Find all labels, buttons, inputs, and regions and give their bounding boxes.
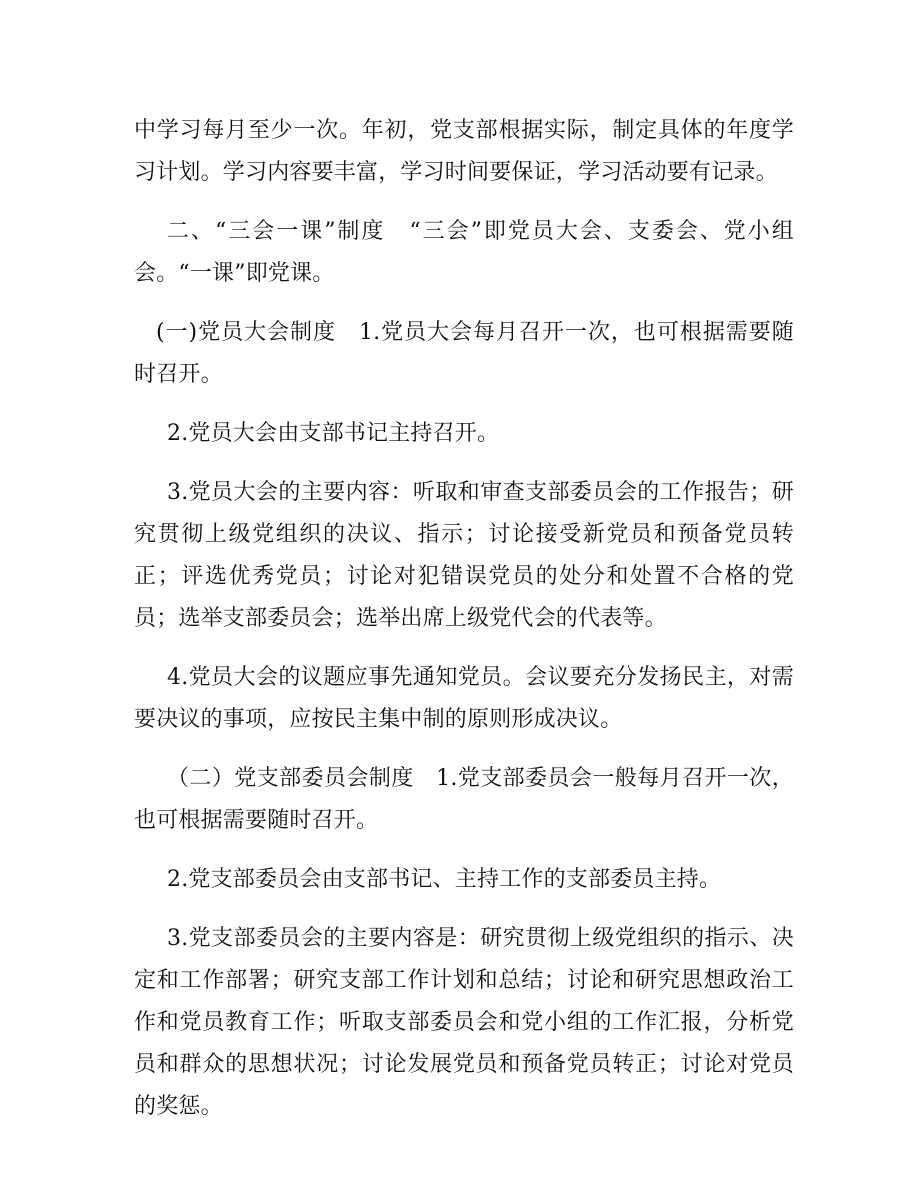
document-body [134, 110, 794, 1145]
paragraph-branch-committee-meeting: （二）党支部委员会制度 1.党支部委员会一般每月召开一次，也可根据需要随时召开。 [134, 766, 794, 833]
paragraph-section-two: 二、“三会一课”制度 “三会”即党员大会、支委会、党小组会。“一课”即党课。 [134, 219, 794, 286]
paragraph-committee-item-3: 3.党支部委员会的主要内容是：研究贯彻上级党组织的指示、决定和工作部署；研究支部工作计划和总结；讨论和研究思想政治工作和党员教育工作；听取支部委员会和党小组的工作汇报，分析党员和群众的思想状况；讨论发展党员和预备党员转正；讨论对党员的奖惩。 [134, 926, 794, 1119]
paragraph-party-member-meeting: (一)党员大会制度 1.党员大会每月召开一次，也可根据需要随时召开。 [134, 320, 794, 387]
paragraph-item-4: 4.党员大会的议题应事先通知党员。会议要充分发扬民主，对需要决议的事项，应按民主集中制的原则形成决议。 [134, 665, 794, 732]
paragraph-item-2: 2.党员大会由支部书记主持召开。 [167, 421, 500, 446]
paragraph-item-3: 3.党员大会的主要内容：听取和审查支部委员会的工作报告；研究贯彻上级党组织的决议、指示；讨论接受新党员和预备党员转正；评选优秀党员；讨论对犯错误党员的处分和处置不合格的党员；选举支部委员会；选举出席上级党代会的代表等。 [134, 480, 794, 631]
paragraph-committee-item-2: 2.党支部委员会由支部书记、主持工作的支部委员主持。 [167, 867, 722, 892]
paragraph-continuation: 中学习每月至少一次。年初，党支部根据实际，制定具体的年度学习计划。学习内容要丰富，学习时间要保证，学习活动要有记录。 [134, 118, 794, 185]
